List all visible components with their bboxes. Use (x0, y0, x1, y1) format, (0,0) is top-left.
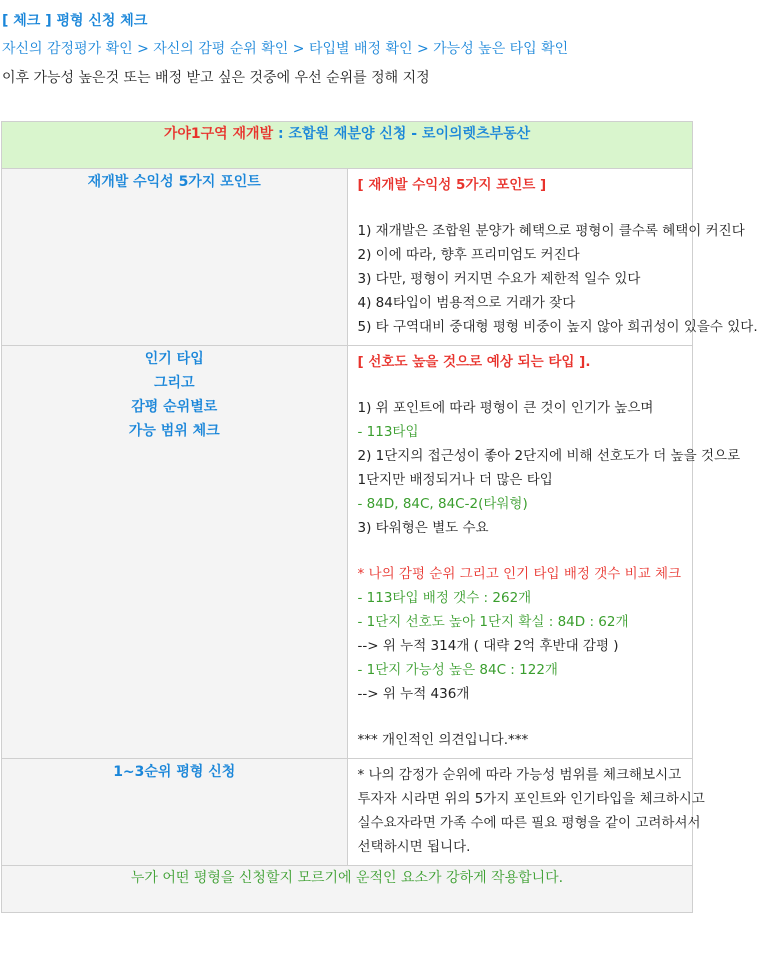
row-label (2, 169, 348, 346)
content-line: 2) 이에 따라, 향후 프리미엄도 커진다 (357, 247, 580, 263)
content-line: --> 위 누적 436개 (357, 686, 470, 702)
row-label-line: 인기 타입 (144, 351, 204, 367)
content-line: *** 개인적인 의견입니다.*** (357, 732, 529, 748)
page-header (0, 0, 694, 96)
content-line: 3) 다만, 평형이 커지면 수요가 제한적 일수 있다 (357, 271, 641, 287)
application-table (1, 121, 758, 913)
content-line: 실수요자라면 가족 수에 따른 필요 평형을 같이 고려하셔서 (357, 815, 701, 831)
content-line: - 113타입 (357, 424, 419, 440)
content-line: - 1단지 가능성 높은 84C : 122개 (357, 662, 558, 678)
table-row-popular-types (2, 346, 693, 759)
row-content (347, 169, 758, 346)
row-label-line: 1~3순위 평형 신청 (113, 764, 236, 780)
content-line: 선택하시면 됩니다. (357, 839, 471, 855)
content-line: * 나의 감정가 순위에 따라 가능성 범위를 체크해보시고 (357, 767, 682, 783)
row-label-line: 가능 범위 체크 (128, 423, 220, 439)
spacer (358, 374, 685, 396)
table-footer-note: 누가 어떤 평형을 신청할지 모르기에 운적인 요소가 강하게 작용합니다. (2, 866, 693, 913)
page-title: [ 체크 ] 평형 신청 체크 (2, 13, 148, 29)
row-label (2, 759, 348, 866)
row-label (2, 346, 348, 759)
content-line: * 나의 감평 순위 그리고 인기 타입 배정 갯수 비교 체크 (357, 566, 682, 582)
table-title-row (2, 122, 693, 169)
content-line: 1) 재개발은 조합원 분양가 혜택으로 평형이 클수록 혜택이 커진다 (357, 223, 745, 239)
row-label-line: 재개발 수익성 5가지 포인트 (87, 174, 261, 190)
content-line: - 113타입 배정 갯수 : 262개 (357, 590, 532, 606)
content-line: 투자자 시라면 위의 5가지 포인트와 인기타입을 체크하시고 (357, 791, 705, 807)
content-line: 3) 타워형은 별도 수요 (357, 520, 489, 536)
row-label-line: 감평 순위별로 (131, 399, 218, 415)
table-title-area: 가야1구역 재개발 (163, 126, 274, 142)
section-heading: [ 선호도 높을 것으로 예상 되는 타입 ]. (357, 354, 591, 370)
spacer (358, 540, 685, 562)
content-line: 2) 1단지의 접근성이 좋아 2단지에 비해 선호도가 더 높을 것으로 (357, 448, 741, 464)
section-heading: [ 재개발 수익성 5가지 포인트 ] (357, 177, 547, 193)
spacer (358, 706, 685, 728)
process-path: 자신의 감정평가 확인 > 자신의 감평 순위 확인 > 타입별 배정 확인 > 가능성 높은 타입 확인 (2, 41, 569, 57)
content-line: 1단지만 배정되거나 더 많은 타입 (357, 472, 553, 488)
table-title (2, 122, 693, 169)
content-line: 5) 타 구역대비 중대형 평형 비중이 높지 않아 희귀성이 있을수 있다. (357, 319, 758, 335)
spacer (358, 197, 685, 219)
page-description: 이후 가능성 높은것 또는 배정 받고 싶은 것중에 우선 순위를 정해 지정 (2, 70, 430, 86)
row-label-line: 그리고 (153, 375, 195, 391)
table-footer-row (2, 866, 693, 913)
content-line: - 1단지 선호도 높아 1단지 확실 : 84D : 62개 (357, 614, 629, 630)
content-line: 4) 84타입이 범용적으로 거래가 잦다 (357, 295, 576, 311)
content-line: --> 위 누적 314개 ( 대략 2억 후반대 감평 ) (357, 638, 619, 654)
table-title-subject: 조합원 재분양 신청 - 로이의렛츠부동산 (288, 126, 531, 142)
content-line: 1) 위 포인트에 따라 평형이 큰 것이 인기가 높으며 (357, 400, 654, 416)
row-content (347, 759, 705, 866)
table-title-separator: : (273, 126, 289, 142)
table-row-application (2, 759, 693, 866)
content-line: - 84D, 84C, 84C-2(타워형) (357, 496, 528, 512)
table-row-profit-points (2, 169, 693, 346)
row-content (347, 346, 741, 759)
